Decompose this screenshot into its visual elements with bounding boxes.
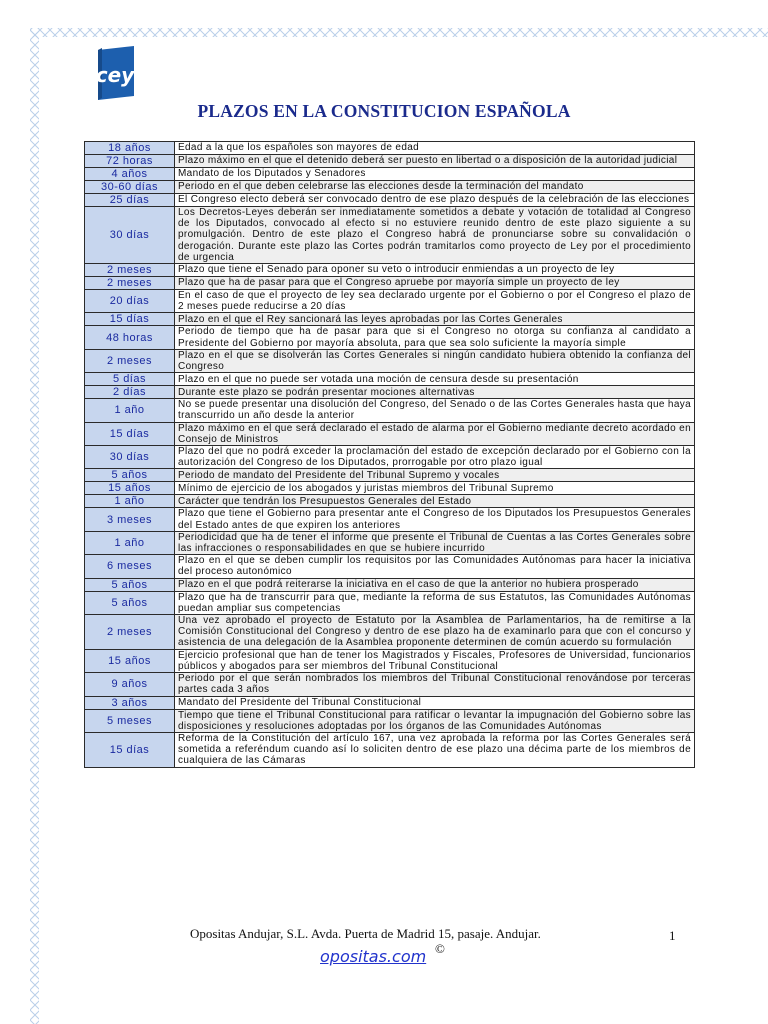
table-row (85, 277, 695, 290)
period-cell: 15 años (85, 482, 175, 495)
description-cell: Ejercicio profesional que han de tener los Magistrados y Fiscales, Profesores de Universidad, funcionarios públicos y abogados para ser miembros del Tribunal Constitucional (175, 649, 695, 672)
period-cell: 48 horas (85, 326, 175, 349)
table-row (85, 591, 695, 614)
footer-address: Opositas Andujar, S.L. Avda. Puerta de Madrid 15, pasaje. Andujar. (190, 926, 541, 941)
description-cell: Una vez aprobado el proyecto de Estatuto por la Asamblea de Parlamentarios, ha de remitirse a la Comisión Constitucional del Congreso y dentro de ese plazo ha de examinarlo para que con el concurso y asistencia de una delegación de la Asamblea proponente determinen de común acuerdo su formulación (175, 615, 695, 650)
description-cell: En el caso de que el proyecto de ley sea declarado urgente por el Gobierno o por el Congreso el plazo de 2 meses puede reducirse a 20 días (175, 290, 695, 313)
description-cell: El Congreso electo deberá ser convocado dentro de ese plazo después de la celebración de las elecciones (175, 194, 695, 207)
period-cell: 30 días (85, 446, 175, 469)
table-row (85, 709, 695, 732)
period-cell: 1 año (85, 495, 175, 508)
copyright-symbol: © (435, 941, 445, 956)
period-cell: 15 días (85, 732, 175, 767)
description-cell: Plazo en el que podrá reiterarse la iniciativa en el caso de que la anterior no hubiera prosperado (175, 578, 695, 591)
description-cell: Mandato de los Diputados y Senadores (175, 168, 695, 181)
table-row (85, 326, 695, 349)
period-cell: 15 días (85, 313, 175, 326)
description-cell: Periodo de tiempo que ha de pasar para que si el Congreso no otorga su confianza al candidato a Presidente del Gobierno por mayoría absoluta, para que sea solo suficiente la mayoría simple (175, 326, 695, 349)
period-cell: 30 días (85, 207, 175, 264)
period-cell: 5 años (85, 591, 175, 614)
description-cell: Plazo máximo en el que el detenido deberá ser puesto en libertad o a disposición de la autoridad judicial (175, 155, 695, 168)
period-cell: 18 años (85, 142, 175, 155)
table-row (85, 732, 695, 767)
description-cell: Carácter que tendrán los Presupuestos Generales del Estado (175, 495, 695, 508)
table-row (85, 422, 695, 445)
period-cell: 2 meses (85, 264, 175, 277)
table-row (85, 168, 695, 181)
description-cell: Plazo en el que no puede ser votada una moción de censura desde su presentación (175, 373, 695, 386)
table-row (85, 290, 695, 313)
period-cell: 2 meses (85, 615, 175, 650)
page-number: 1 (669, 928, 676, 943)
table-row (85, 155, 695, 168)
description-cell: No se puede presentar una disolución del Congreso, del Senado o de las Cortes Generales hasta que haya transcurrido un año desde la anterior (175, 399, 695, 422)
table-row (85, 181, 695, 194)
period-cell: 2 meses (85, 277, 175, 290)
table-row (85, 349, 695, 372)
description-cell: Plazo que ha de transcurrir para que, mediante la reforma de sus Estatutos, las Comunidades Autónomas puedan ampliar sus competencias (175, 591, 695, 614)
website-link[interactable]: opositas.com (320, 947, 427, 966)
table-row (85, 615, 695, 650)
period-cell: 15 años (85, 649, 175, 672)
logo-text: cey (95, 63, 135, 87)
table-row (85, 531, 695, 554)
period-cell: 30-60 días (85, 181, 175, 194)
period-cell: 5 meses (85, 709, 175, 732)
table-row (85, 696, 695, 709)
period-cell: 5 días (85, 373, 175, 386)
plazos-table (84, 141, 695, 768)
table-row (85, 373, 695, 386)
table-row (85, 649, 695, 672)
description-cell: Plazo del que no podrá exceder la proclamación del estado de excepción declarado por el Gobierno con la autorización del Congreso de los Diputados, prorrogable por otro plazo igual (175, 446, 695, 469)
table-row (85, 673, 695, 696)
description-cell: Mínimo de ejercicio de los abogados y juristas miembros del Tribunal Supremo (175, 482, 695, 495)
period-cell: 72 horas (85, 155, 175, 168)
description-cell: Plazo en el que se disolverán las Cortes Generales si ningún candidato hubiera obtenido la confianza del Congreso (175, 349, 695, 372)
period-cell: 15 días (85, 422, 175, 445)
table-row (85, 495, 695, 508)
description-cell: Durante este plazo se podrán presentar mociones alternativas (175, 386, 695, 399)
period-cell: 1 año (85, 399, 175, 422)
description-cell: Periodicidad que ha de tener el informe que presente el Tribunal de Cuentas a las Cortes Generales sobre las infracciones o responsabilidades en que se hubiere incurrido (175, 531, 695, 554)
description-cell: Plazo que ha de pasar para que el Congreso apruebe por mayoría simple un proyecto de ley (175, 277, 695, 290)
table-row (85, 446, 695, 469)
page-title: PLAZOS EN LA CONSTITUCION ESPAÑOLA (197, 101, 571, 121)
description-cell: Periodo de mandato del Presidente del Tribunal Supremo y vocales (175, 469, 695, 482)
description-cell: Edad a la que los españoles son mayores de edad (175, 142, 695, 155)
table-row (85, 555, 695, 578)
table-row (85, 482, 695, 495)
period-cell: 2 meses (85, 349, 175, 372)
table-row (85, 578, 695, 591)
description-cell: Plazo que tiene el Senado para oponer su veto o introducir enmiendas a un proyecto de ley (175, 264, 695, 277)
description-cell: Periodo por el que serán nombrados los miembros del Tribunal Constitucional renovándose por terceras partes cada 3 años (175, 673, 695, 696)
table-row (85, 207, 695, 264)
table-row (85, 508, 695, 531)
period-cell: 9 años (85, 673, 175, 696)
period-cell: 3 años (85, 696, 175, 709)
description-cell: Plazo que tiene el Gobierno para presentar ante el Congreso de los Diputados los Presupuestos Generales del Estado antes de que expiren los anteriores (175, 508, 695, 531)
table-row (85, 313, 695, 326)
cey-logo (92, 46, 138, 100)
description-cell: Mandato del Presidente del Tribunal Constitucional (175, 696, 695, 709)
table-row (85, 386, 695, 399)
period-cell: 5 años (85, 578, 175, 591)
description-cell: Tiempo que tiene el Tribunal Constitucional para ratificar o levantar la impugnación del Gobierno sobre las disposiciones y resoluciones adoptadas por los órganos de las Comunidades Autónomas (175, 709, 695, 732)
table-row (85, 194, 695, 207)
table-row (85, 469, 695, 482)
description-cell: Plazo en el que el Rey sancionará las leyes aprobadas por las Cortes Generales (175, 313, 695, 326)
table-row (85, 399, 695, 422)
plazos-table-body (85, 142, 695, 768)
description-cell: Plazo máximo en el que será declarado el estado de alarma por el Gobierno mediante decreto acordado en Consejo de Ministros (175, 422, 695, 445)
period-cell: 6 meses (85, 555, 175, 578)
description-cell: Periodo en el que deben celebrarse las elecciones desde la terminación del mandato (175, 181, 695, 194)
period-cell: 20 días (85, 290, 175, 313)
description-cell: Los Decretos-Leyes deberán ser inmediatamente sometidos a debate y votación de totalidad al Congreso de los Diputados, convocado al efecto si no estuviere reunido dentro de este plazo siguiente a su promulgación. Dentro de este plazo el Congreso habrá de pronunciarse sobre su convalidación o derogación. Durante este plazo las Cortes podrán tramitarlos como proyecto de Ley por el procedimiento de urgencia (175, 207, 695, 264)
period-cell: 25 días (85, 194, 175, 207)
period-cell: 3 meses (85, 508, 175, 531)
description-cell: Plazo en el que se deben cumplir los requisitos por las Comunidades Autónomas para hacer la iniciativa del proceso autonómico (175, 555, 695, 578)
period-cell: 5 años (85, 469, 175, 482)
period-cell: 1 año (85, 531, 175, 554)
table-row (85, 142, 695, 155)
period-cell: 2 días (85, 386, 175, 399)
period-cell: 4 años (85, 168, 175, 181)
description-cell: Reforma de la Constitución del artículo 167, una vez aprobada la reforma por las Cortes Generales será sometida a referéndum cuando así lo soliciten dentro de ese plazo una décima parte de los miembros de cualquiera de las Cámaras (175, 732, 695, 767)
table-row (85, 264, 695, 277)
